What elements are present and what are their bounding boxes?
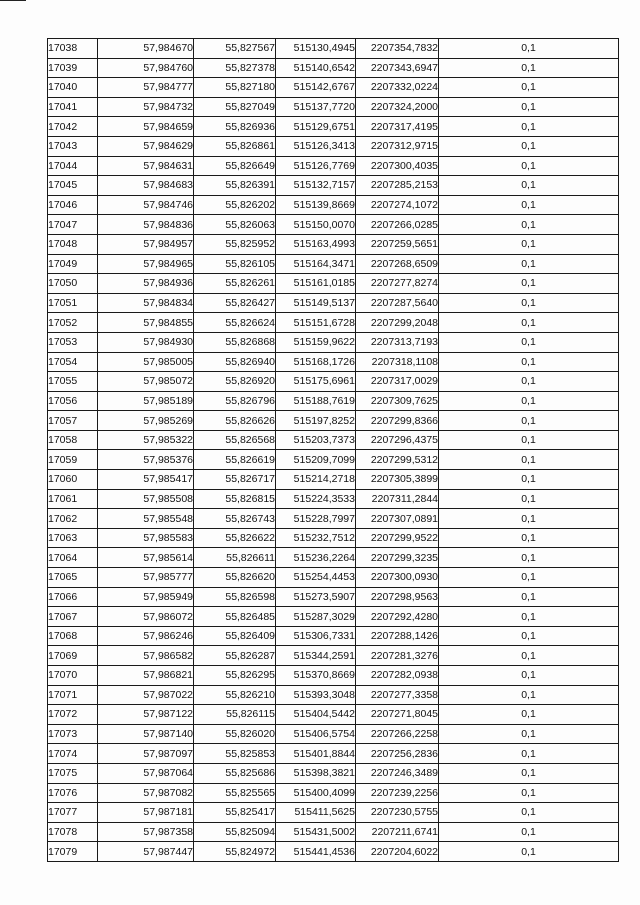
latitude-cell: 57,985583 [98,528,194,548]
latitude-cell: 57,985614 [98,548,194,568]
longitude-cell: 55,825094 [194,822,276,842]
latitude-cell: 57,985005 [98,352,194,372]
y-coordinate-cell: 2207288,1426 [356,626,439,646]
longitude-cell: 55,826020 [194,724,276,744]
x-coordinate-cell: 515130,4945 [276,39,356,59]
x-coordinate-cell: 515149,5137 [276,293,356,313]
longitude-cell: 55,826210 [194,685,276,705]
accuracy-cell: 0,1 [439,489,619,509]
latitude-cell: 57,986582 [98,646,194,666]
point-number-cell: 17053 [48,332,98,352]
y-coordinate-cell: 2207285,2153 [356,176,439,196]
accuracy-cell: 0,1 [439,842,619,862]
latitude-cell: 57,984930 [98,332,194,352]
latitude-cell: 57,987358 [98,822,194,842]
x-coordinate-cell: 515228,7997 [276,509,356,529]
point-number-cell: 17075 [48,763,98,783]
accuracy-cell: 0,1 [439,587,619,607]
point-number-cell: 17054 [48,352,98,372]
latitude-cell: 57,985072 [98,372,194,392]
table-row [48,274,619,294]
point-number-cell: 17040 [48,78,98,98]
y-coordinate-cell: 2207324,2000 [356,97,439,117]
y-coordinate-cell: 2207287,5640 [356,293,439,313]
point-number-cell: 17051 [48,293,98,313]
point-number-cell: 17072 [48,705,98,725]
x-coordinate-cell: 515236,2264 [276,548,356,568]
accuracy-cell: 0,1 [439,176,619,196]
x-coordinate-cell: 515175,6961 [276,372,356,392]
table-row [48,254,619,274]
point-number-cell: 17041 [48,97,98,117]
accuracy-cell: 0,1 [439,724,619,744]
point-number-cell: 17060 [48,470,98,490]
accuracy-cell: 0,1 [439,470,619,490]
table-row [48,685,619,705]
longitude-cell: 55,826391 [194,176,276,196]
x-coordinate-cell: 515137,7720 [276,97,356,117]
latitude-cell: 57,987122 [98,705,194,725]
table-row [48,783,619,803]
point-number-cell: 17067 [48,607,98,627]
point-number-cell: 17045 [48,176,98,196]
accuracy-cell: 0,1 [439,332,619,352]
point-number-cell: 17062 [48,509,98,529]
x-coordinate-cell: 515140,6542 [276,58,356,78]
latitude-cell: 57,985376 [98,450,194,470]
longitude-cell: 55,825565 [194,783,276,803]
accuracy-cell: 0,1 [439,626,619,646]
x-coordinate-cell: 515404,5442 [276,705,356,725]
table-row [48,391,619,411]
y-coordinate-cell: 2207299,8366 [356,411,439,431]
x-coordinate-cell: 515431,5002 [276,822,356,842]
longitude-cell: 55,826796 [194,391,276,411]
longitude-cell: 55,826861 [194,136,276,156]
point-number-cell: 17059 [48,450,98,470]
point-number-cell: 17056 [48,391,98,411]
y-coordinate-cell: 2207309,7625 [356,391,439,411]
y-coordinate-cell: 2207277,3358 [356,685,439,705]
y-coordinate-cell: 2207259,5651 [356,234,439,254]
y-coordinate-cell: 2207266,0285 [356,215,439,235]
accuracy-cell: 0,1 [439,313,619,333]
x-coordinate-cell: 515224,3533 [276,489,356,509]
accuracy-cell: 0,1 [439,646,619,666]
y-coordinate-cell: 2207211,6741 [356,822,439,842]
longitude-cell: 55,826202 [194,195,276,215]
x-coordinate-cell: 515254,4453 [276,568,356,588]
x-coordinate-cell: 515164,3471 [276,254,356,274]
table-row [48,470,619,490]
x-coordinate-cell: 515306,7331 [276,626,356,646]
point-number-cell: 17043 [48,136,98,156]
latitude-cell: 57,985508 [98,489,194,509]
x-coordinate-cell: 515273,5907 [276,587,356,607]
y-coordinate-cell: 2207298,9563 [356,587,439,607]
latitude-cell: 57,987064 [98,763,194,783]
x-coordinate-cell: 515126,3413 [276,136,356,156]
latitude-cell: 57,986246 [98,626,194,646]
x-coordinate-cell: 515370,8669 [276,666,356,686]
accuracy-cell: 0,1 [439,97,619,117]
point-number-cell: 17044 [48,156,98,176]
longitude-cell: 55,826624 [194,313,276,333]
point-number-cell: 17047 [48,215,98,235]
coordinates-table-body [48,39,619,862]
point-number-cell: 17042 [48,117,98,137]
point-number-cell: 17049 [48,254,98,274]
x-coordinate-cell: 515401,8844 [276,744,356,764]
x-coordinate-cell: 515214,2718 [276,470,356,490]
y-coordinate-cell: 2207332,0224 [356,78,439,98]
y-coordinate-cell: 2207230,5755 [356,803,439,823]
table-row [48,411,619,431]
longitude-cell: 55,826295 [194,666,276,686]
table-row [48,724,619,744]
latitude-cell: 57,985417 [98,470,194,490]
accuracy-cell: 0,1 [439,195,619,215]
point-number-cell: 17055 [48,372,98,392]
x-coordinate-cell: 515406,5754 [276,724,356,744]
point-number-cell: 17063 [48,528,98,548]
point-number-cell: 17077 [48,803,98,823]
point-number-cell: 17074 [48,744,98,764]
longitude-cell: 55,826920 [194,372,276,392]
accuracy-cell: 0,1 [439,548,619,568]
accuracy-cell: 0,1 [439,744,619,764]
longitude-cell: 55,826427 [194,293,276,313]
accuracy-cell: 0,1 [439,293,619,313]
scan-edge-line [0,0,26,1]
point-number-cell: 17048 [48,234,98,254]
latitude-cell: 57,984957 [98,234,194,254]
point-number-cell: 17078 [48,822,98,842]
longitude-cell: 55,825417 [194,803,276,823]
y-coordinate-cell: 2207300,0930 [356,568,439,588]
table-row [48,58,619,78]
y-coordinate-cell: 2207299,3235 [356,548,439,568]
y-coordinate-cell: 2207317,4195 [356,117,439,137]
latitude-cell: 57,984836 [98,215,194,235]
table-row [48,332,619,352]
longitude-cell: 55,827567 [194,39,276,59]
longitude-cell: 55,826598 [194,587,276,607]
x-coordinate-cell: 515126,7769 [276,156,356,176]
point-number-cell: 17039 [48,58,98,78]
accuracy-cell: 0,1 [439,372,619,392]
accuracy-cell: 0,1 [439,117,619,137]
y-coordinate-cell: 2207317,0029 [356,372,439,392]
longitude-cell: 55,826485 [194,607,276,627]
point-number-cell: 17068 [48,626,98,646]
longitude-cell: 55,826287 [194,646,276,666]
latitude-cell: 57,985189 [98,391,194,411]
y-coordinate-cell: 2207282,0938 [356,666,439,686]
table-row [48,234,619,254]
longitude-cell: 55,826743 [194,509,276,529]
accuracy-cell: 0,1 [439,430,619,450]
table-row [48,705,619,725]
x-coordinate-cell: 515203,7373 [276,430,356,450]
y-coordinate-cell: 2207296,4375 [356,430,439,450]
latitude-cell: 57,985322 [98,430,194,450]
latitude-cell: 57,984834 [98,293,194,313]
accuracy-cell: 0,1 [439,803,619,823]
latitude-cell: 57,985777 [98,568,194,588]
longitude-cell: 55,826409 [194,626,276,646]
point-number-cell: 17046 [48,195,98,215]
table-row [48,822,619,842]
longitude-cell: 55,826115 [194,705,276,725]
point-number-cell: 17079 [48,842,98,862]
accuracy-cell: 0,1 [439,763,619,783]
longitude-cell: 55,825853 [194,744,276,764]
longitude-cell: 55,826940 [194,352,276,372]
table-row [48,509,619,529]
accuracy-cell: 0,1 [439,607,619,627]
y-coordinate-cell: 2207305,3899 [356,470,439,490]
accuracy-cell: 0,1 [439,391,619,411]
point-number-cell: 17070 [48,666,98,686]
y-coordinate-cell: 2207239,2256 [356,783,439,803]
accuracy-cell: 0,1 [439,783,619,803]
longitude-cell: 55,826620 [194,568,276,588]
point-number-cell: 17064 [48,548,98,568]
x-coordinate-cell: 515197,8252 [276,411,356,431]
x-coordinate-cell: 515142,6767 [276,78,356,98]
accuracy-cell: 0,1 [439,234,619,254]
longitude-cell: 55,826868 [194,332,276,352]
latitude-cell: 57,987022 [98,685,194,705]
latitude-cell: 57,987082 [98,783,194,803]
point-number-cell: 17076 [48,783,98,803]
longitude-cell: 55,825952 [194,234,276,254]
x-coordinate-cell: 515151,6728 [276,313,356,333]
accuracy-cell: 0,1 [439,411,619,431]
longitude-cell: 55,826611 [194,548,276,568]
latitude-cell: 57,984965 [98,254,194,274]
y-coordinate-cell: 2207266,2258 [356,724,439,744]
table-row [48,489,619,509]
x-coordinate-cell: 515232,7512 [276,528,356,548]
point-number-cell: 17066 [48,587,98,607]
latitude-cell: 57,985548 [98,509,194,529]
latitude-cell: 57,984629 [98,136,194,156]
longitude-cell: 55,827049 [194,97,276,117]
table-row [48,430,619,450]
latitude-cell: 57,987447 [98,842,194,862]
latitude-cell: 57,987181 [98,803,194,823]
latitude-cell: 57,985949 [98,587,194,607]
y-coordinate-cell: 2207300,4035 [356,156,439,176]
accuracy-cell: 0,1 [439,215,619,235]
x-coordinate-cell: 515161,0185 [276,274,356,294]
latitude-cell: 57,986072 [98,607,194,627]
x-coordinate-cell: 515159,9622 [276,332,356,352]
coordinates-table [47,38,619,862]
table-row [48,372,619,392]
table-row [48,195,619,215]
table-row [48,352,619,372]
x-coordinate-cell: 515163,4993 [276,234,356,254]
x-coordinate-cell: 515344,2591 [276,646,356,666]
longitude-cell: 55,826105 [194,254,276,274]
latitude-cell: 57,984683 [98,176,194,196]
x-coordinate-cell: 515398,3821 [276,763,356,783]
x-coordinate-cell: 515132,7157 [276,176,356,196]
table-row [48,176,619,196]
accuracy-cell: 0,1 [439,685,619,705]
x-coordinate-cell: 515209,7099 [276,450,356,470]
table-row [48,626,619,646]
latitude-cell: 57,984670 [98,39,194,59]
x-coordinate-cell: 515139,8669 [276,195,356,215]
point-number-cell: 17073 [48,724,98,744]
y-coordinate-cell: 2207246,3489 [356,763,439,783]
latitude-cell: 57,985269 [98,411,194,431]
accuracy-cell: 0,1 [439,528,619,548]
table-row [48,78,619,98]
y-coordinate-cell: 2207204,6022 [356,842,439,862]
table-row [48,136,619,156]
point-number-cell: 17061 [48,489,98,509]
point-number-cell: 17038 [48,39,98,59]
table-row [48,587,619,607]
longitude-cell: 55,826936 [194,117,276,137]
table-row [48,215,619,235]
longitude-cell: 55,826815 [194,489,276,509]
latitude-cell: 57,987140 [98,724,194,744]
table-row [48,666,619,686]
y-coordinate-cell: 2207312,9715 [356,136,439,156]
table-row [48,39,619,59]
longitude-cell: 55,826568 [194,430,276,450]
table-row [48,293,619,313]
x-coordinate-cell: 515168,1726 [276,352,356,372]
y-coordinate-cell: 2207299,9522 [356,528,439,548]
y-coordinate-cell: 2207299,2048 [356,313,439,333]
longitude-cell: 55,826717 [194,470,276,490]
y-coordinate-cell: 2207274,1072 [356,195,439,215]
point-number-cell: 17071 [48,685,98,705]
longitude-cell: 55,826063 [194,215,276,235]
accuracy-cell: 0,1 [439,78,619,98]
latitude-cell: 57,984659 [98,117,194,137]
y-coordinate-cell: 2207299,5312 [356,450,439,470]
latitude-cell: 57,984855 [98,313,194,333]
latitude-cell: 57,984732 [98,97,194,117]
x-coordinate-cell: 515441,4536 [276,842,356,862]
table-row [48,313,619,333]
longitude-cell: 55,824972 [194,842,276,862]
latitude-cell: 57,984777 [98,78,194,98]
accuracy-cell: 0,1 [439,509,619,529]
y-coordinate-cell: 2207343,6947 [356,58,439,78]
x-coordinate-cell: 515411,5625 [276,803,356,823]
table-row [48,607,619,627]
point-number-cell: 17069 [48,646,98,666]
x-coordinate-cell: 515287,3029 [276,607,356,627]
point-number-cell: 17050 [48,274,98,294]
accuracy-cell: 0,1 [439,666,619,686]
table-row [48,646,619,666]
table-row [48,744,619,764]
accuracy-cell: 0,1 [439,156,619,176]
longitude-cell: 55,826622 [194,528,276,548]
x-coordinate-cell: 515188,7619 [276,391,356,411]
table-row [48,117,619,137]
table-row [48,548,619,568]
y-coordinate-cell: 2207307,0891 [356,509,439,529]
longitude-cell: 55,826649 [194,156,276,176]
point-number-cell: 17052 [48,313,98,333]
latitude-cell: 57,984936 [98,274,194,294]
y-coordinate-cell: 2207318,1108 [356,352,439,372]
longitude-cell: 55,825686 [194,763,276,783]
longitude-cell: 55,826626 [194,411,276,431]
latitude-cell: 57,984631 [98,156,194,176]
accuracy-cell: 0,1 [439,705,619,725]
table-row [48,450,619,470]
point-number-cell: 17058 [48,430,98,450]
latitude-cell: 57,987097 [98,744,194,764]
y-coordinate-cell: 2207292,4280 [356,607,439,627]
longitude-cell: 55,826619 [194,450,276,470]
longitude-cell: 55,826261 [194,274,276,294]
latitude-cell: 57,984760 [98,58,194,78]
table-row [48,842,619,862]
accuracy-cell: 0,1 [439,352,619,372]
y-coordinate-cell: 2207268,6509 [356,254,439,274]
y-coordinate-cell: 2207313,7193 [356,332,439,352]
point-number-cell: 17065 [48,568,98,588]
longitude-cell: 55,827378 [194,58,276,78]
latitude-cell: 57,984746 [98,195,194,215]
longitude-cell: 55,827180 [194,78,276,98]
y-coordinate-cell: 2207256,2836 [356,744,439,764]
y-coordinate-cell: 2207354,7832 [356,39,439,59]
table-row [48,803,619,823]
table-row [48,156,619,176]
y-coordinate-cell: 2207277,8274 [356,274,439,294]
accuracy-cell: 0,1 [439,254,619,274]
table-row [48,528,619,548]
point-number-cell: 17057 [48,411,98,431]
accuracy-cell: 0,1 [439,274,619,294]
y-coordinate-cell: 2207281,3276 [356,646,439,666]
table-row [48,97,619,117]
accuracy-cell: 0,1 [439,822,619,842]
accuracy-cell: 0,1 [439,568,619,588]
x-coordinate-cell: 515150,0070 [276,215,356,235]
accuracy-cell: 0,1 [439,136,619,156]
y-coordinate-cell: 2207271,8045 [356,705,439,725]
accuracy-cell: 0,1 [439,450,619,470]
accuracy-cell: 0,1 [439,58,619,78]
x-coordinate-cell: 515393,3048 [276,685,356,705]
x-coordinate-cell: 515129,6751 [276,117,356,137]
table-row [48,763,619,783]
latitude-cell: 57,986821 [98,666,194,686]
table-row [48,568,619,588]
accuracy-cell: 0,1 [439,39,619,59]
x-coordinate-cell: 515400,4099 [276,783,356,803]
y-coordinate-cell: 2207311,2844 [356,489,439,509]
